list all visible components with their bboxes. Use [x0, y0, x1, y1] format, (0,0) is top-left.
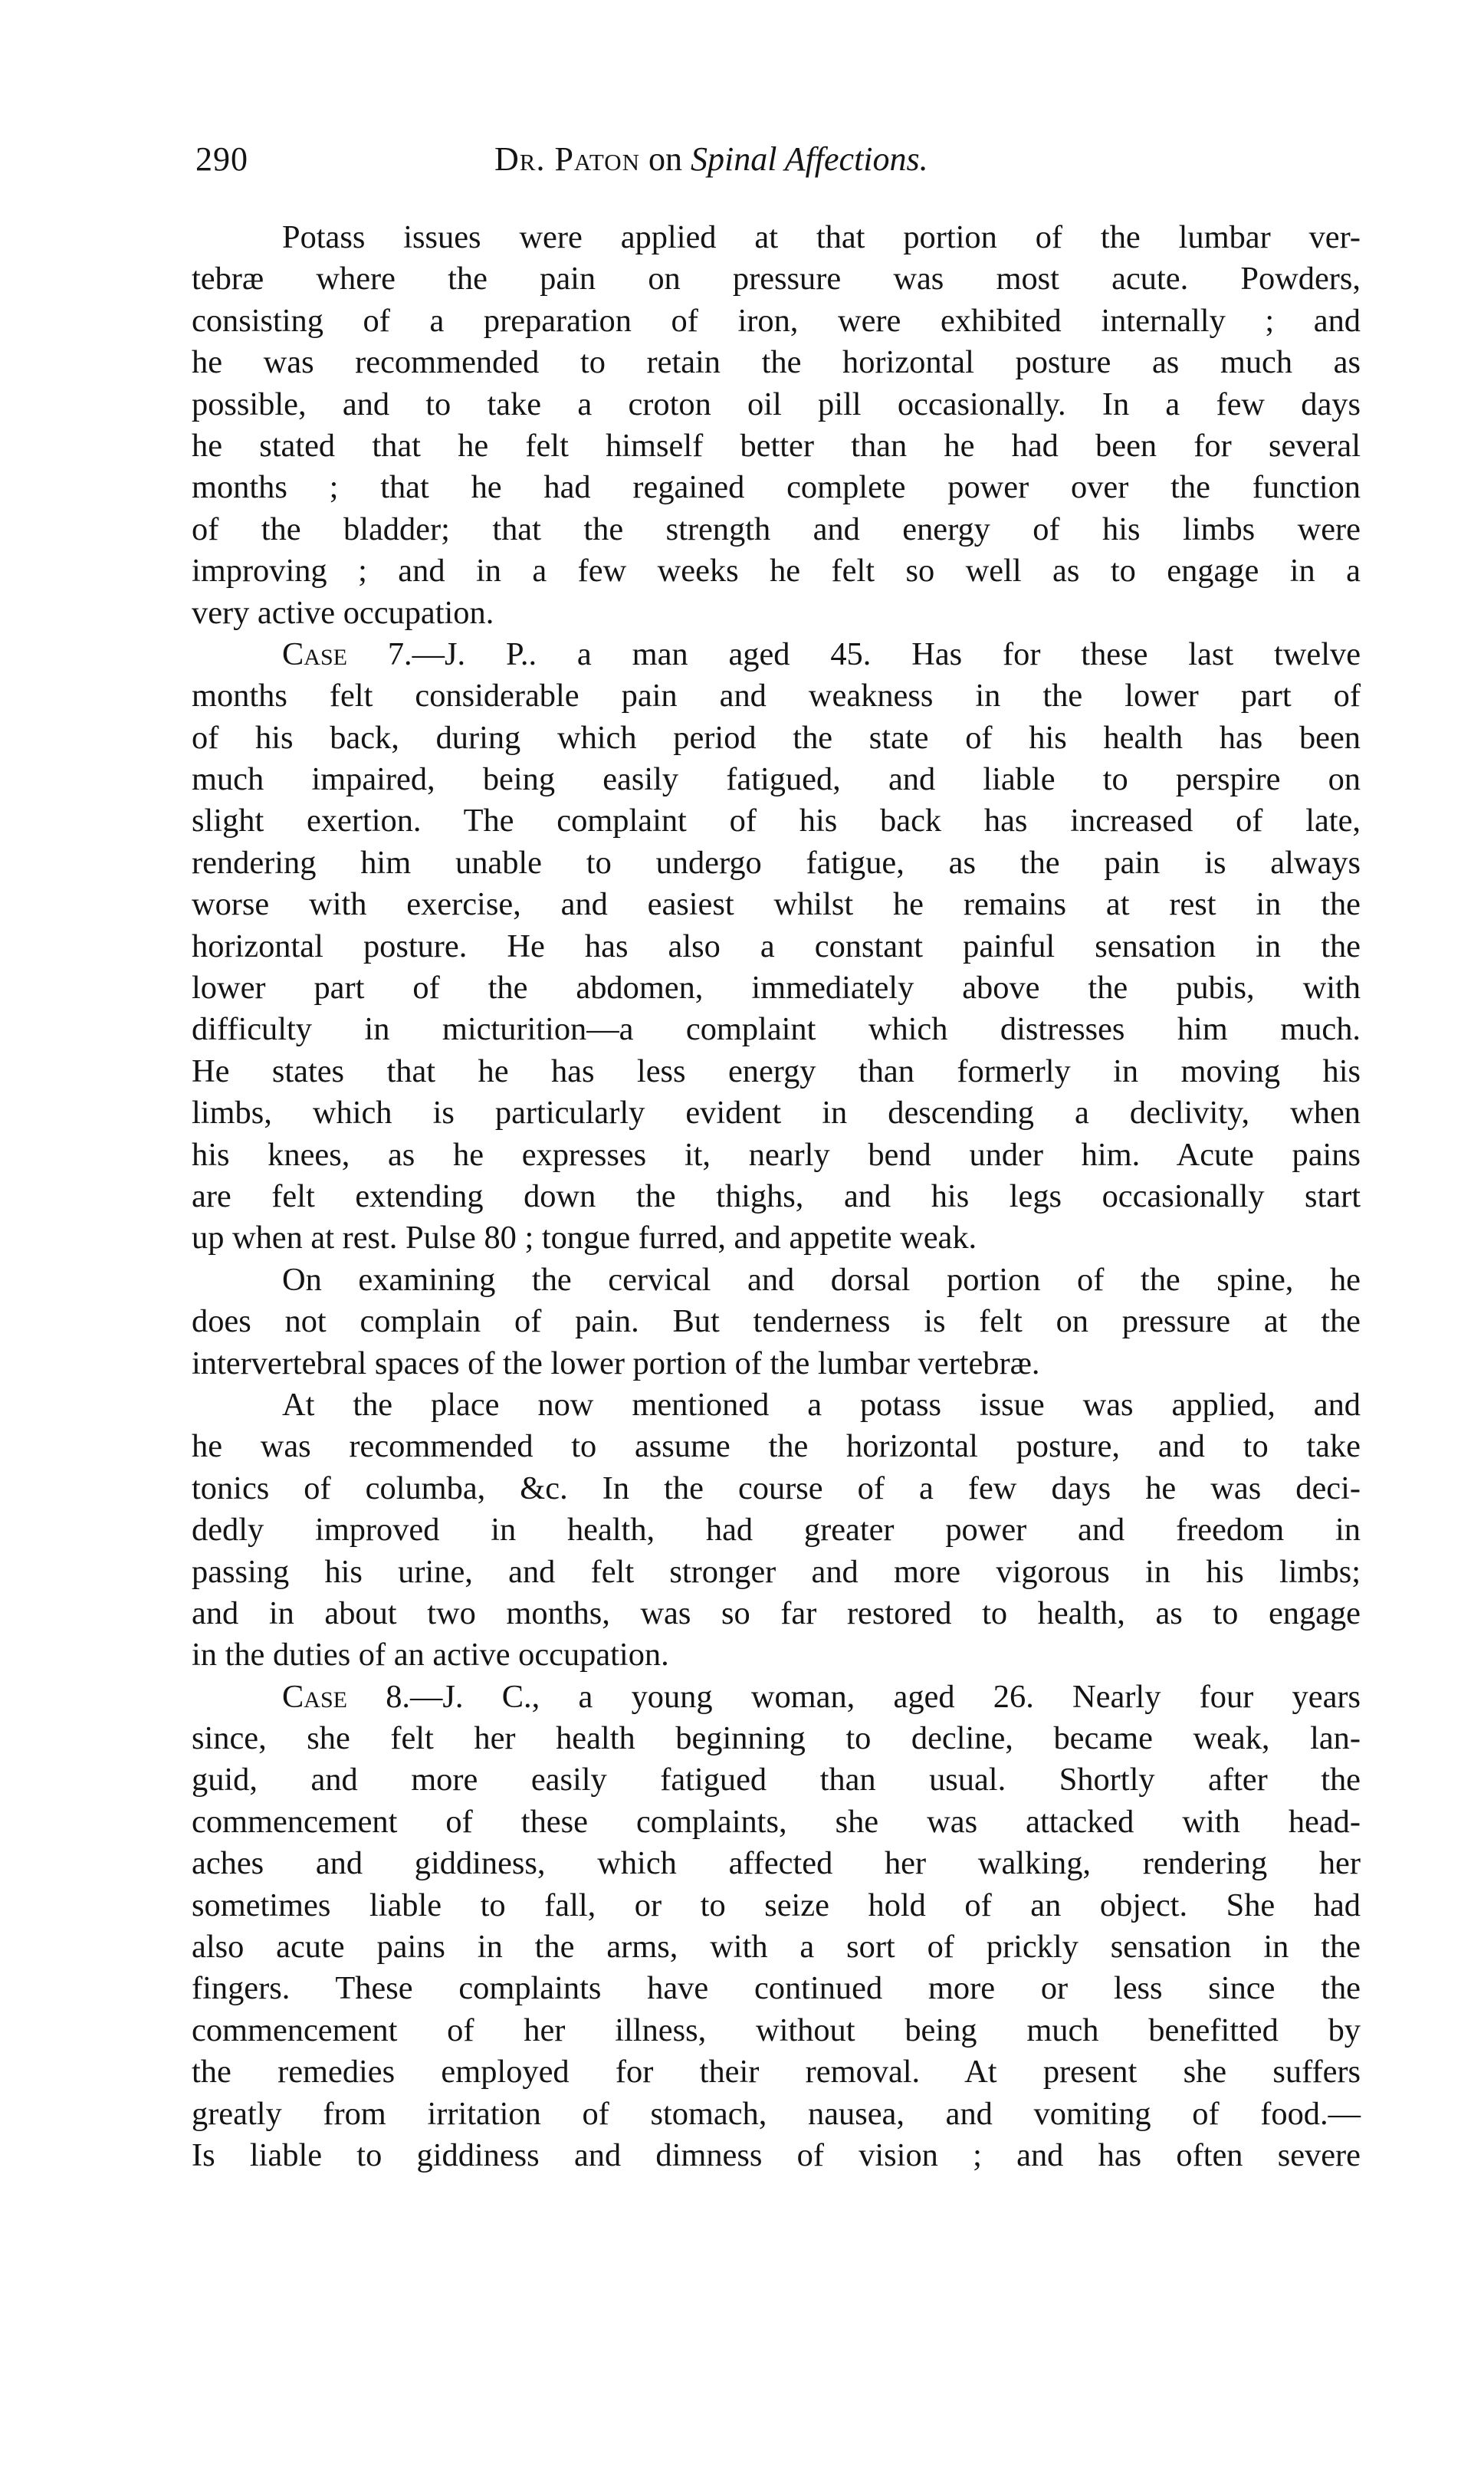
- running-head: [494, 136, 928, 182]
- case-7-first-line: [192, 634, 1361, 675]
- text-line: slight exertion. The complaint of his back has increased of late,: [192, 803, 1361, 839]
- text-line: he was recommended to retain the horizontal posture as much as: [192, 344, 1361, 381]
- text-line: greatly from irritation of stomach, nausea, and vomiting of food.—: [192, 2095, 1361, 2132]
- text-line: in the duties of an active occupation.: [192, 1637, 669, 1673]
- text-line: tonics of columba, &c. In the course of a few days he was deci-: [192, 1470, 1361, 1506]
- text-line: lower part of the abdomen, immediately above the pubis, with: [192, 970, 1361, 1007]
- running-head-author: Dr. Paton: [494, 140, 641, 178]
- text-line: his knees, as he expresses it, nearly bend under him. Acute pains: [192, 1136, 1361, 1173]
- text-line: He states that he has less energy than formerly in moving his: [192, 1053, 1361, 1089]
- text-line: months felt considerable pain and weakness in the lower part of: [192, 678, 1361, 714]
- body-text: [192, 217, 1361, 2176]
- text-line: months ; that he had regained complete power over the function: [192, 469, 1361, 506]
- text-line: are felt extending down the thighs, and his legs occasionally start: [192, 1177, 1361, 1214]
- text-line: fingers. These complaints have continued more or less since the: [192, 1970, 1361, 2007]
- text-line: guid, and more easily fatigued than usual. Shortly after the: [192, 1762, 1361, 1798]
- text-line: Potass issues were applied at that portion of the lumbar ver-: [282, 219, 1361, 255]
- text-line: sometimes liable to fall, or to seize hold of an object. She had: [192, 1887, 1361, 1923]
- text-line: he was recommended to assume the horizontal posture, and to take: [192, 1428, 1361, 1465]
- text-line: horizontal posture. He has also a constant painful sensation in the: [192, 928, 1361, 964]
- text-line: does not complain of pain. But tenderness is felt on pressure at the: [192, 1303, 1361, 1340]
- text-line: commencement of her illness, without being much benefitted by: [192, 2012, 1361, 2048]
- running-head-subject: Spinal Affections.: [691, 140, 928, 178]
- text-line: At the place now mentioned a potass issue was applied, and: [282, 1386, 1361, 1423]
- text-line: worse with exercise, and easiest whilst he remains at rest in the: [192, 886, 1361, 923]
- text-line: of the bladder; that the strength and energy of his limbs were: [192, 511, 1361, 547]
- text-line: and in about two months, was so far restored to health, as to engage: [192, 1595, 1361, 1631]
- text-line: passing his urine, and felt stronger and more vigorous in his limbs;: [192, 1553, 1361, 1590]
- text-line: —J. P.. a man aged 45. Has for these last twelve: [412, 636, 1361, 672]
- case-7-label: Case 7.: [282, 636, 412, 672]
- text-line: much impaired, being easily fatigued, and liable to perspire on: [192, 761, 1361, 798]
- text-line: On examining the cervical and dorsal portion of the spine, he: [282, 1261, 1361, 1298]
- text-line: up when at rest. Pulse 80 ; tongue furred, and appetite weak.: [192, 1220, 977, 1256]
- page-header: [195, 136, 1357, 182]
- text-line: consisting of a preparation of iron, were exhibited internally ; and: [192, 302, 1361, 339]
- text-line: very active occupation.: [192, 594, 494, 631]
- text-line: of his back, during which period the state of his health has been: [192, 719, 1361, 756]
- text-line: dedly improved in health, had greater power and freedom in: [192, 1512, 1361, 1549]
- case-8-label: Case 8.: [282, 1678, 411, 1715]
- text-line: —J. C., a young woman, aged 26. Nearly four years: [410, 1678, 1361, 1715]
- text-line: improving ; and in a few weeks he felt so well as to engage in a: [192, 553, 1361, 590]
- text-line: rendering him unable to undergo fatigue, as the pain is always: [192, 844, 1361, 881]
- text-line: intervertebral spaces of the lower portion of the lumbar vertebræ.: [192, 1345, 1040, 1381]
- text-line: commencement of these complaints, she was attacked with head-: [192, 1803, 1361, 1840]
- text-line: he stated that he felt himself better than he had been for several: [192, 427, 1361, 464]
- page-number: 290: [195, 140, 248, 178]
- case-8-first-line: [192, 1677, 1361, 1718]
- text-line: tebræ where the pain on pressure was most acute. Powders,: [192, 261, 1361, 297]
- text-line: possible, and to take a croton oil pill occasionally. In a few days: [192, 386, 1361, 422]
- text-line: aches and giddiness, which affected her walking, rendering her: [192, 1845, 1361, 1882]
- text-line: difficulty in micturition—a complaint which distresses him much.: [192, 1011, 1361, 1048]
- text-line: the remedies employed for their removal. At present she suffers: [192, 2054, 1361, 2091]
- text-line: Is liable to giddiness and dimness of vision ; and has often severe: [192, 2136, 1361, 2173]
- text-line: since, she felt her health beginning to decline, became weak, lan-: [192, 1720, 1361, 1757]
- running-head-connector: on: [640, 140, 691, 178]
- text-line: limbs, which is particularly evident in descending a declivity, when: [192, 1095, 1361, 1131]
- text-line: also acute pains in the arms, with a sort of prickly sensation in the: [192, 1929, 1361, 1966]
